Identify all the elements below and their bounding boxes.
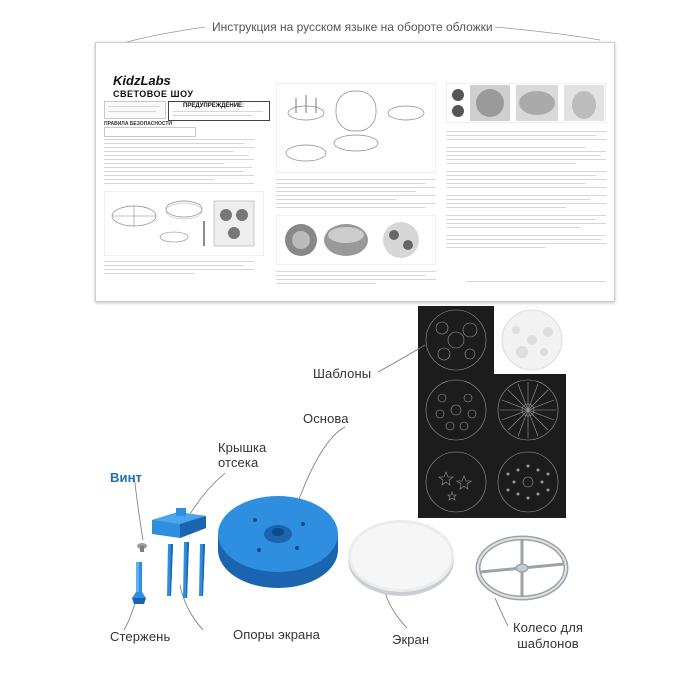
label-screen: Экран <box>392 632 430 647</box>
label-screw: Винт <box>110 470 142 485</box>
safety-heading: ПРАВИЛА БЕЗОПАСНОСТИ <box>104 121 173 127</box>
label-rod: Стержень <box>110 629 171 644</box>
screw <box>134 540 150 554</box>
label-templates: Шаблоны <box>313 366 372 381</box>
base <box>215 492 343 592</box>
product-title: СВЕТОВОЕ ШОУ <box>113 89 194 99</box>
screen-supports <box>160 540 220 602</box>
label-base: Основа <box>303 411 349 426</box>
warning-title: ПРЕДУПРЕЖДЕНИЕ: <box>183 103 245 109</box>
label-screen-supports: Опоры экрана <box>233 627 320 642</box>
top-caption: Инструкция на русском языке на обороте обложки <box>212 20 493 34</box>
screen-disc <box>345 516 457 600</box>
brand-logo: KidzLabs <box>113 73 171 88</box>
label-wheel: Колесо для шаблонов <box>513 620 584 651</box>
rod <box>124 558 154 608</box>
label-cover: Крышка отсека <box>218 440 267 470</box>
template-wheel <box>472 530 572 606</box>
